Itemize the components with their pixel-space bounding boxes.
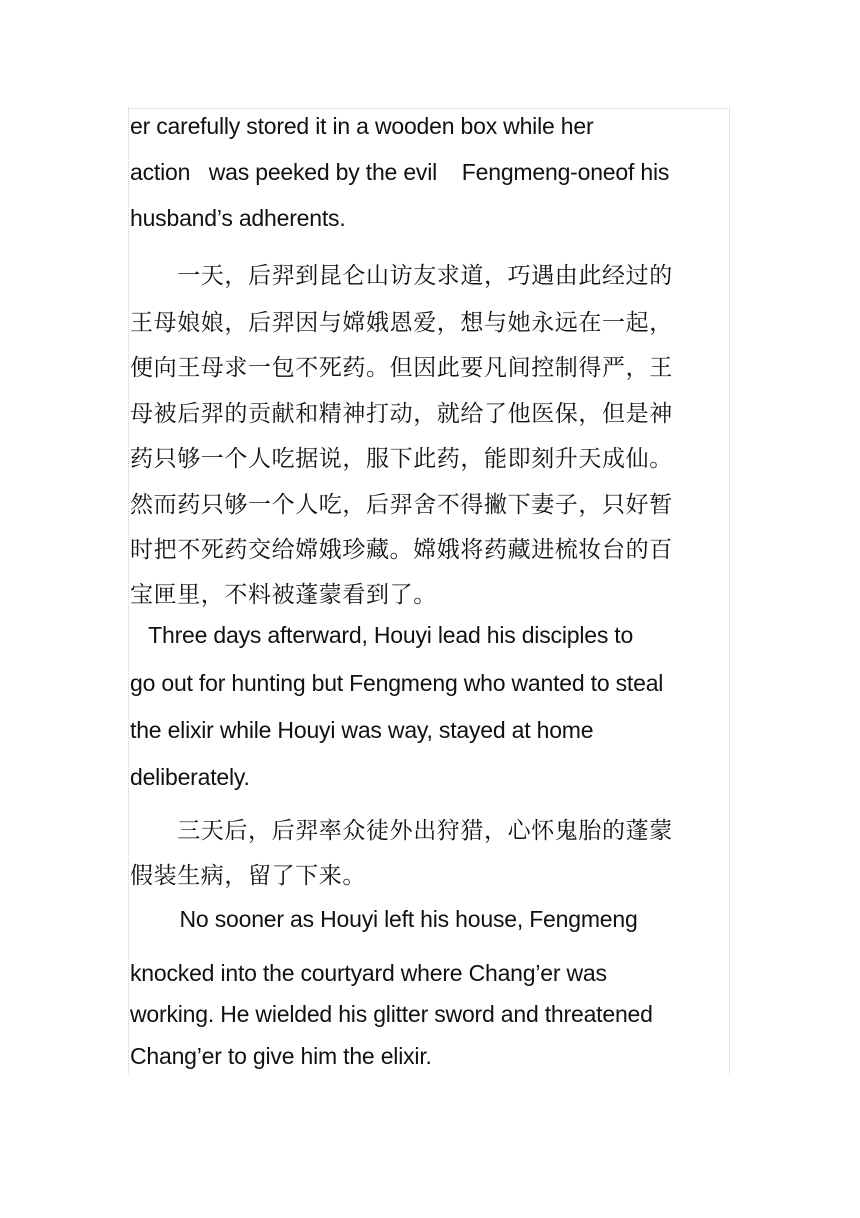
text-line: 一天，后羿到昆仑山访友求道，巧遇由此经过的: [130, 263, 673, 289]
text-line: 假装生病，留了下来。: [130, 863, 366, 889]
text-line: Chang’er to give him the elixir.: [130, 1043, 432, 1069]
text-line: 然而药只够一个人吃，后羿舍不得撇下妻子，只好暂: [130, 492, 673, 518]
text-line: deliberately.: [130, 764, 250, 790]
text-line: Three days afterward, Houyi lead his disciples to: [130, 622, 634, 648]
text-line: 宝匣里，不料被蓬蒙看到了。: [130, 582, 437, 608]
text-line: No sooner as Houyi left his house, Fengmeng: [130, 906, 638, 932]
text-line: 药只够一个人吃据说，服下此药，能即刻升天成仙。: [130, 446, 673, 472]
text-line: 三天后，后羿率众徒外出狩猎，心怀鬼胎的蓬蒙: [130, 818, 673, 844]
text-line: 便向王母求一包不死药。但因此要凡间控制得严，王: [130, 355, 673, 381]
text-line: 母被后羿的贡献和精神打动，就给了他医保，但是神: [130, 401, 673, 427]
text-line: knocked into the courtyard where Chang’er was: [130, 960, 607, 986]
text-line: 王母娘娘，后羿因与嫦娥恩爱，想与她永远在一起，: [130, 310, 673, 336]
text-line: action was peeked by the evil Fengmeng-oneof his: [130, 159, 670, 185]
text-line: 时把不死药交给嫦娥珍藏。嫦娥将药藏进梳妆台的百: [130, 537, 673, 563]
text-line: go out for hunting but Fengmeng who wanted to steal: [130, 670, 664, 696]
text-line: working. He wielded his glitter sword and threatened: [130, 1001, 653, 1027]
text-line: the elixir while Houyi was way, stayed at home: [130, 717, 594, 743]
text-line: husband’s adherents.: [130, 205, 346, 231]
text-line: er carefully stored it in a wooden box while her: [130, 113, 594, 139]
